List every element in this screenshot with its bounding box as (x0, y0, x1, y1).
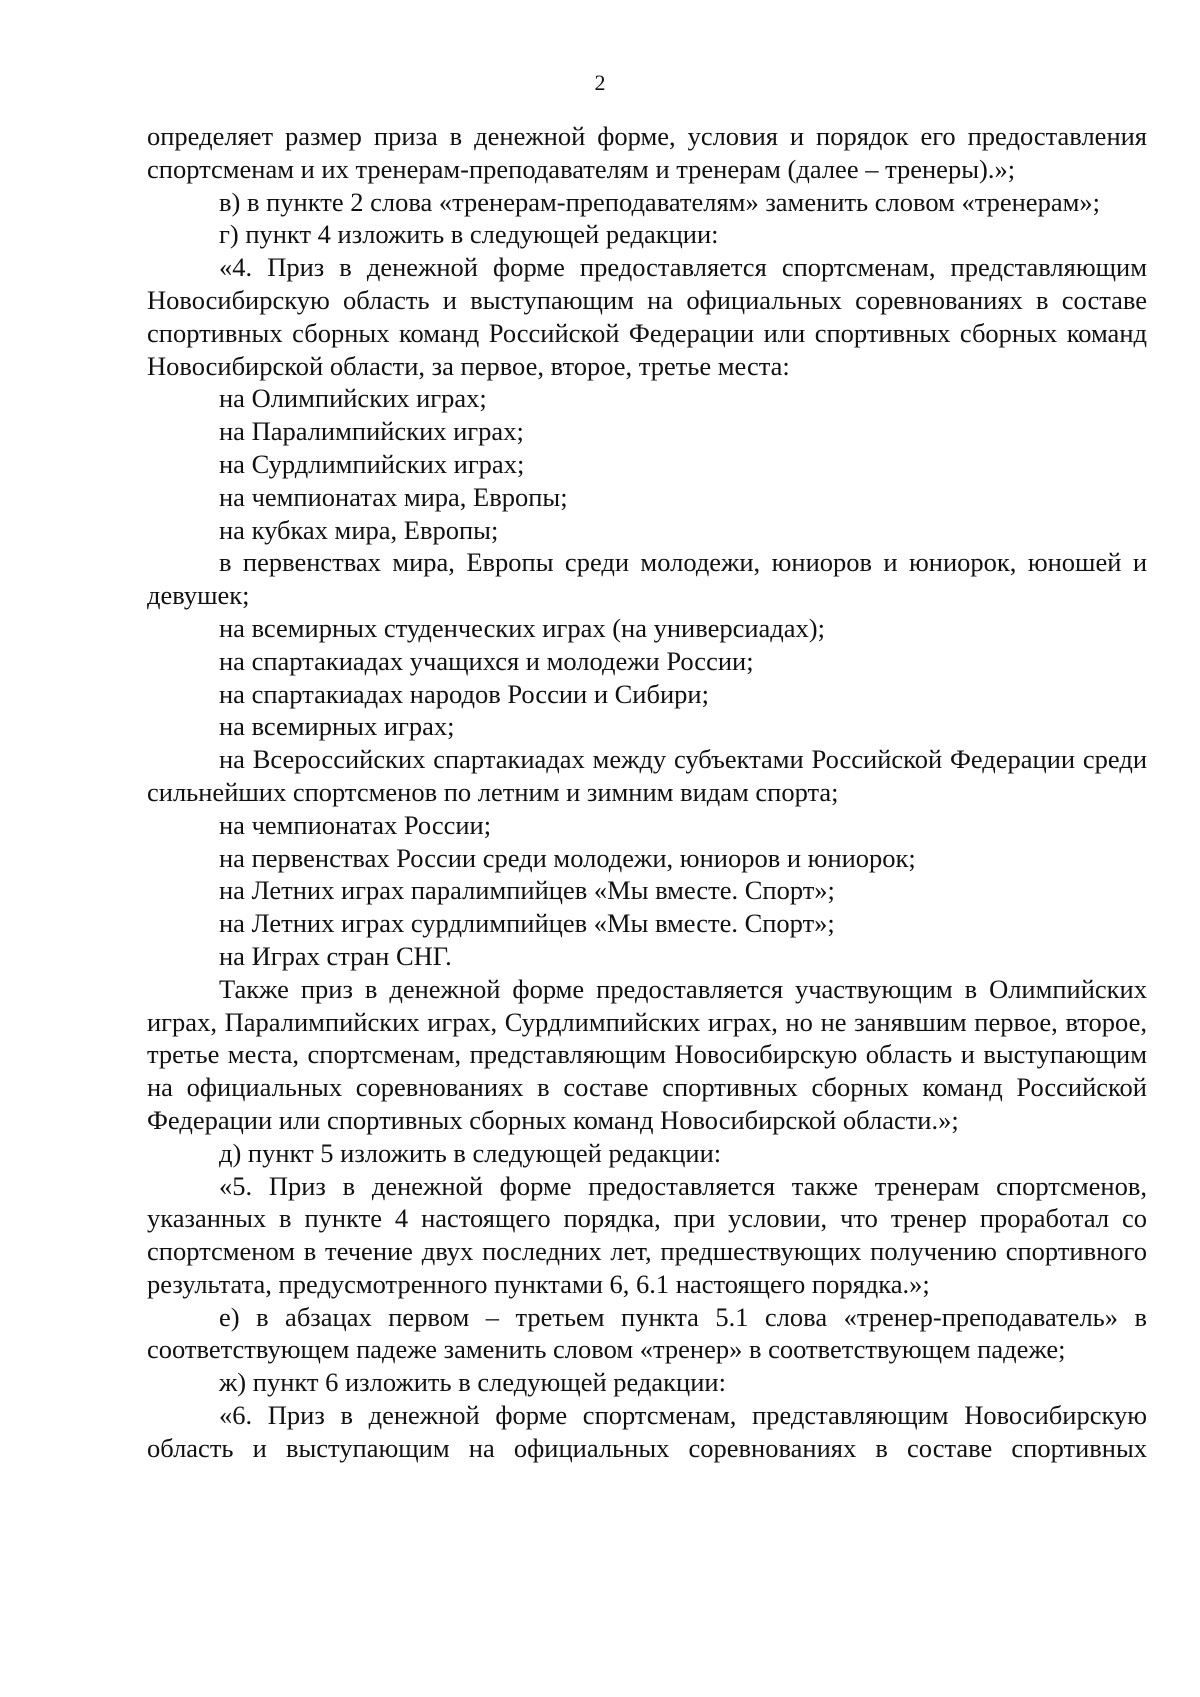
paragraph: «5. Приз в денежной форме предоставляется также тренерам спортсменов, указанных в пункте 4 настоящего порядка, при условии, что тренер проработал со спортсменом в течение двух последних лет, предшествующих получению спортивного результата, предусмотренного пунктами 6, 6.1 настоящего порядка.»; (147, 1170, 1147, 1299)
paragraph: ж) пункт 6 изложить в следующей редакции: (219, 1367, 726, 1398)
paragraph: на первенствах России среди молодежи, юниоров и юниорок; (219, 842, 916, 873)
paragraph: на Паралимпийских играх; (219, 416, 524, 447)
paragraph: д) пункт 5 изложить в следующей редакции: (219, 1137, 722, 1168)
paragraph: в) в пункте 2 слова «тренерам-преподавателям» заменить словом «тренерам»; (219, 186, 1100, 217)
paragraph: в первенствах мира, Европы среди молодежи, юниоров и юниорок, юношей и девушек; (147, 547, 1147, 611)
paragraph: Также приз в денежной форме предоставляется участвующим в Олимпийских играх, Паралимпийских играх, Сурдлимпийских играх, но не занявшим первое, второе, третье места, спортсменам, представляющим Новосибирскую область и выступающим на официальных соревнованиях в составе спортивных сборных команд Российской Федерации или спортивных сборных команд Новосибирской области.»; (147, 973, 1147, 1135)
paragraph: е) в абзацах первом – третьем пункта 5.1 слова «тренер-преподаватель» в соответствующем падеже заменить словом «тренер» в соответствующем падеже; (147, 1301, 1147, 1365)
paragraph: на всемирных играх; (219, 711, 455, 742)
paragraph: на Летних играх паралимпийцев «Мы вместе. Спорт»; (219, 875, 835, 906)
paragraph: на чемпионатах мира, Европы; (219, 481, 568, 512)
paragraph: на спартакиадах народов России и Сибири; (219, 678, 709, 709)
document-body (147, 120, 1147, 1465)
paragraph: на чемпионатах России; (219, 809, 492, 840)
paragraph: на Олимпийских играх; (219, 383, 487, 414)
paragraph: на Всероссийских спартакиадах между субъектами Российской Федерации среди сильнейших спортсменов по летним и зимним видам спорта; (147, 744, 1147, 807)
paragraph: на всемирных студенческих играх (на универсиадах); (219, 612, 825, 643)
paragraph: на Летних играх сурдлимпийцев «Мы вместе. Спорт»; (219, 908, 835, 939)
paragraph: «6. Приз в денежной форме спортсменам, представляющим Новосибирскую область и выступающим на официальных соревнованиях в составе спортивных (147, 1400, 1147, 1463)
paragraph: г) пункт 4 изложить в следующей редакции: (219, 219, 719, 250)
paragraph: определяет размер приза в денежной форме, условия и порядок его предоставления спортсменам и их тренерам-преподавателям и тренерам (далее – тренеры).»; (147, 121, 1147, 184)
paragraph: на Играх стран СНГ. (219, 940, 452, 971)
paragraph: на спартакиадах учащихся и молодежи России; (219, 645, 754, 676)
paragraph: на Сурдлимпийских играх; (219, 448, 525, 479)
paragraph: «4. Приз в денежной форме предоставляется спортсменам, представляющим Новосибирскую область и выступающим на официальных соревнованиях в составе спортивных сборных команд Российской Федерации или спортивных сборных команд Новосибирской области, за первое, второе, третье места: (147, 252, 1147, 381)
page-number: 2 (594, 70, 606, 95)
paragraph: на кубках мира, Европы; (219, 514, 499, 545)
